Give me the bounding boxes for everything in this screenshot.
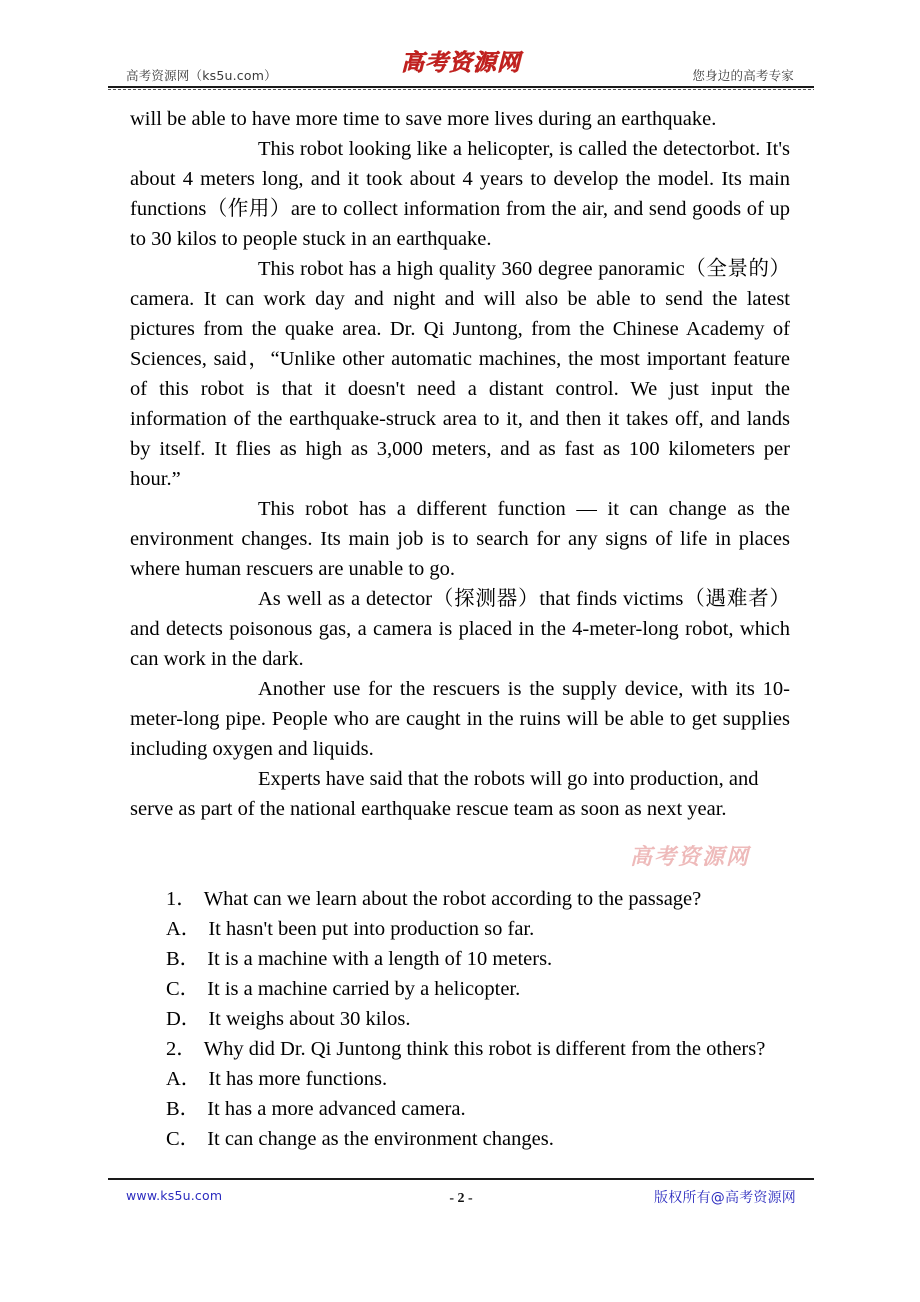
passage-paragraph: Experts have said that the robots will go into production, and serve as part of the national earthquake rescue team as soon as next year. <box>130 768 759 820</box>
passage-paragraph: This robot looking like a helicopter, is called the detectorbot. It's about 4 meters long, and it took about 4 years to develop the model. Its main functions（作用）are to collect information from the air, and send goods of up to 30 kilos to people stuck in an earthquake. <box>130 138 790 250</box>
option-text: It weighs about 30 kilos. <box>208 1008 411 1030</box>
question-option[interactable] <box>130 974 790 1004</box>
header-inner <box>108 48 814 86</box>
question-option[interactable] <box>130 1124 790 1154</box>
question-label: 2． <box>166 1038 197 1060</box>
page-watermark: 高考资源网 <box>630 844 751 870</box>
page-header <box>108 48 814 90</box>
option-label: B． <box>166 1098 201 1120</box>
option-label: D． <box>166 1008 202 1030</box>
option-text: It has more functions. <box>208 1068 388 1090</box>
question-stem <box>130 1034 790 1064</box>
option-text: It is a machine carried by a helicopter. <box>207 978 521 1000</box>
header-tagline: 您身边的高考专家 <box>692 68 794 83</box>
page-number: - 2 - <box>449 1191 473 1206</box>
passage-paragraph: As well as a detector（探测器）that finds victims（遇难者）and detects poisonous gas, a camera is placed in the 4-meter-long robot, which can work in the dark. <box>130 588 790 670</box>
passage-paragraph: Another use for the rescuers is the supply device, with its 10-meter-long pipe. People who are caught in the ruins will be able to get supplies including oxygen and liquids. <box>130 678 790 760</box>
option-text: It can change as the environment changes. <box>207 1128 554 1150</box>
header-divider-secondary <box>108 89 814 90</box>
footer-divider <box>108 1178 814 1180</box>
footer-row <box>108 1184 814 1212</box>
question-option[interactable] <box>130 1094 790 1124</box>
question-option[interactable] <box>130 1064 790 1094</box>
header-site-name: 高考资源网（ks5u.com） <box>126 68 277 83</box>
questions-list <box>130 884 790 1154</box>
question-stem <box>130 884 790 914</box>
option-label: B． <box>166 948 201 970</box>
question-label: 1． <box>166 888 197 910</box>
option-label: C． <box>166 978 201 1000</box>
question-option[interactable] <box>130 944 790 974</box>
footer-copyright: 版权所有@高考资源网 <box>654 1190 796 1206</box>
passage-paragraph: This robot has a different function — it can change as the environment changes. Its main job is to search for any signs of life in places where human rescuers are unable to go. <box>130 498 790 580</box>
option-text: It is a machine with a length of 10 meters. <box>207 948 553 970</box>
page-footer <box>108 1178 814 1212</box>
option-text: It hasn't been put into production so far. <box>208 918 535 940</box>
header-divider <box>108 86 814 88</box>
question-text: Why did Dr. Qi Juntong think this robot is different from the others? <box>203 1038 766 1060</box>
option-label: A． <box>166 918 202 940</box>
question-option[interactable] <box>130 1004 790 1034</box>
passage-paragraph: This robot has a high quality 360 degree panoramic（全景的）camera. It can work day and night and will also be able to send the latest pictures from the quake area. Dr. Qi Juntong, from the Chinese Academy of Sciences, said，“Unlike other automatic machines, the most important feature of this robot is that it doesn't need a distant control. We just input the information of the earthquake-struck area to it, and then it takes off, and lands by itself. It flies as high as 3,000 meters, and as fast as 100 kilometers per hour.” <box>130 258 790 490</box>
passage-body <box>130 104 790 824</box>
option-text: It has a more advanced camera. <box>207 1098 466 1120</box>
option-label: A． <box>166 1068 202 1090</box>
header-logo: 高考资源网 <box>401 49 521 76</box>
question-text: What can we learn about the robot according to the passage? <box>203 888 702 910</box>
footer-website-link[interactable]: www.ks5u.com <box>126 1188 223 1203</box>
option-label: C． <box>166 1128 201 1150</box>
passage-paragraph: will be able to have more time to save more lives during an earthquake. <box>130 108 717 130</box>
question-option[interactable] <box>130 914 790 944</box>
